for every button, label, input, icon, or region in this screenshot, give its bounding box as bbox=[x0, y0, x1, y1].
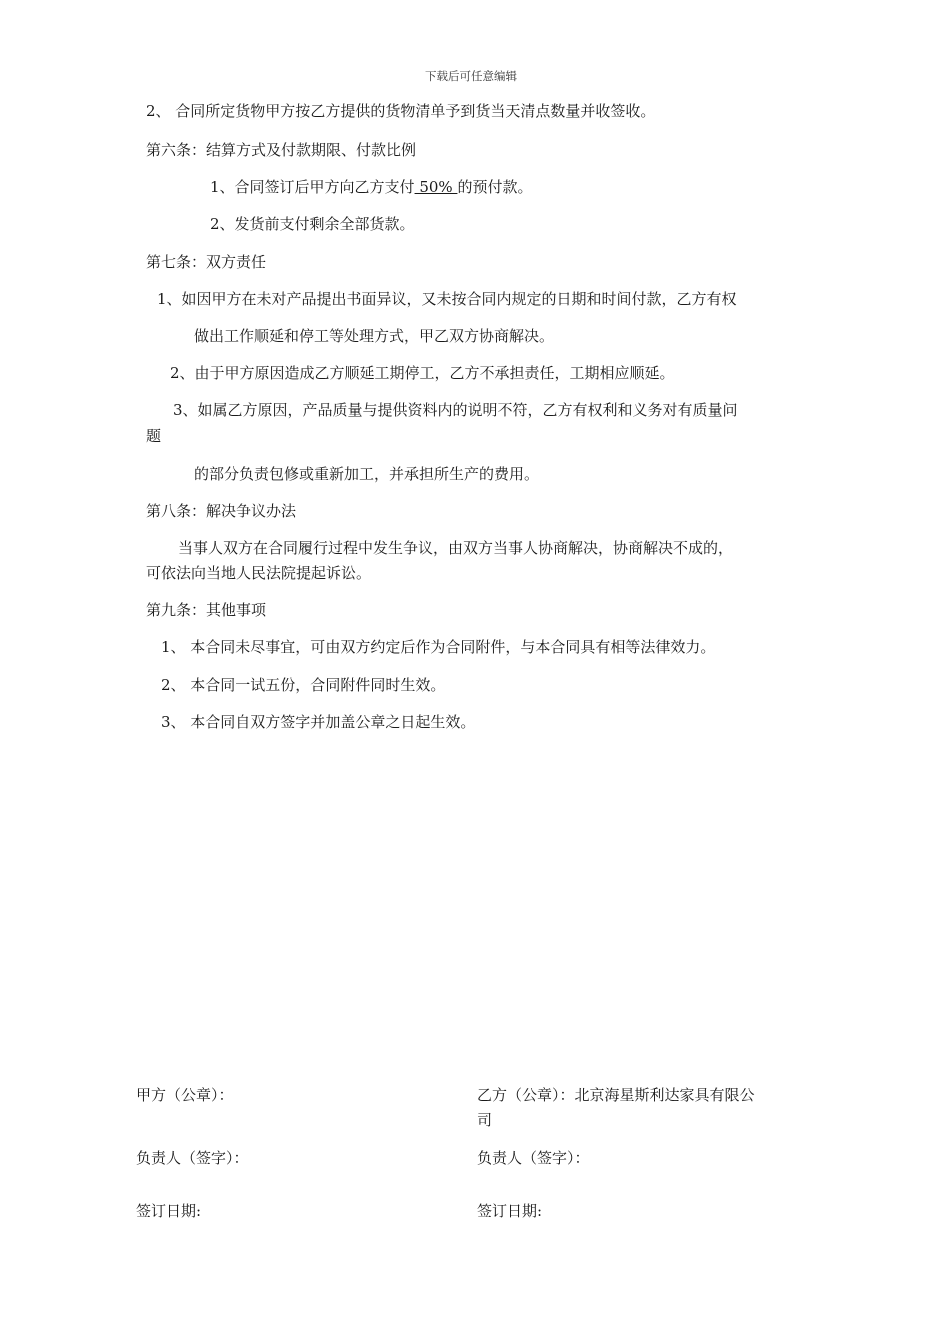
article-8-text: 当事人双方在合同履行过程中发生争议，由双方当事人协商解决，协商解决不成的， bbox=[178, 539, 734, 557]
article-6-title: 第六条：结算方式及付款期限、付款比例 bbox=[146, 141, 417, 159]
article-9-title: 第九条：其他事项 bbox=[146, 601, 267, 619]
page-header: 下载后可任意编辑 bbox=[425, 69, 517, 83]
party-b-signatory-label: 负责人（签字）： bbox=[477, 1149, 590, 1167]
article-6-item-1 bbox=[210, 177, 532, 197]
article-8-title: 第八条：解决争议办法 bbox=[146, 502, 297, 520]
article-9-item-3: 3、 本合同自双方签字并加盖公章之日起生效。 bbox=[161, 713, 476, 731]
article-7-item-3: 3、如属乙方原因，产品质量与提供资料内的说明不符，乙方有权利和义务对有质量问 bbox=[173, 401, 738, 419]
party-b-seal-label-wrap: 司 bbox=[477, 1111, 493, 1129]
article-8-text-cont: 可依法向当地人民法院提起诉讼。 bbox=[146, 564, 372, 582]
party-a-date-label: 签订日期: bbox=[136, 1202, 202, 1220]
party-a-signatory-label: 负责人（签字）： bbox=[136, 1149, 249, 1167]
article-6-item-1-post: 的预付款。 bbox=[457, 178, 533, 196]
party-a-seal-label: 甲方（公章）： bbox=[136, 1086, 234, 1104]
clause-delivery-check: 2、 合同所定货物甲方按乙方提供的货物清单予到货当天清点数量并收签收。 bbox=[146, 102, 656, 120]
article-7-item-1: 1、如因甲方在未对产品提出书面异议，又未按合同内规定的日期和时间付款，乙方有权 bbox=[157, 290, 737, 308]
article-7-item-1-cont: 做出工作顺延和停工等处理方式，甲乙双方协商解决。 bbox=[194, 327, 555, 345]
prepayment-percentage: 50% bbox=[414, 178, 458, 196]
article-6-item-2: 2、发货前支付剩余全部货款。 bbox=[210, 215, 415, 233]
article-7-item-3-wrap: 题 bbox=[146, 427, 162, 445]
article-9-item-2: 2、 本合同一试五份，合同附件同时生效。 bbox=[161, 676, 446, 694]
party-b-date-label: 签订日期: bbox=[477, 1202, 543, 1220]
article-7-title: 第七条：双方责任 bbox=[146, 253, 267, 271]
article-7-item-2: 2、由于甲方原因造成乙方顺延工期停工，乙方不承担责任，工期相应顺延。 bbox=[170, 364, 675, 382]
article-7-item-3-cont: 的部分负责包修或重新加工，并承担所生产的费用。 bbox=[194, 465, 540, 483]
article-9-item-1: 1、 本合同未尽事宜，可由双方约定后作为合同附件，与本合同具有相等法律效力。 bbox=[161, 638, 716, 656]
party-b-seal-label: 乙方（公章）：北京海星斯利达家具有限公 bbox=[477, 1086, 755, 1104]
article-6-item-1-pre: 1、合同签订后甲方向乙方支付 bbox=[210, 178, 415, 196]
